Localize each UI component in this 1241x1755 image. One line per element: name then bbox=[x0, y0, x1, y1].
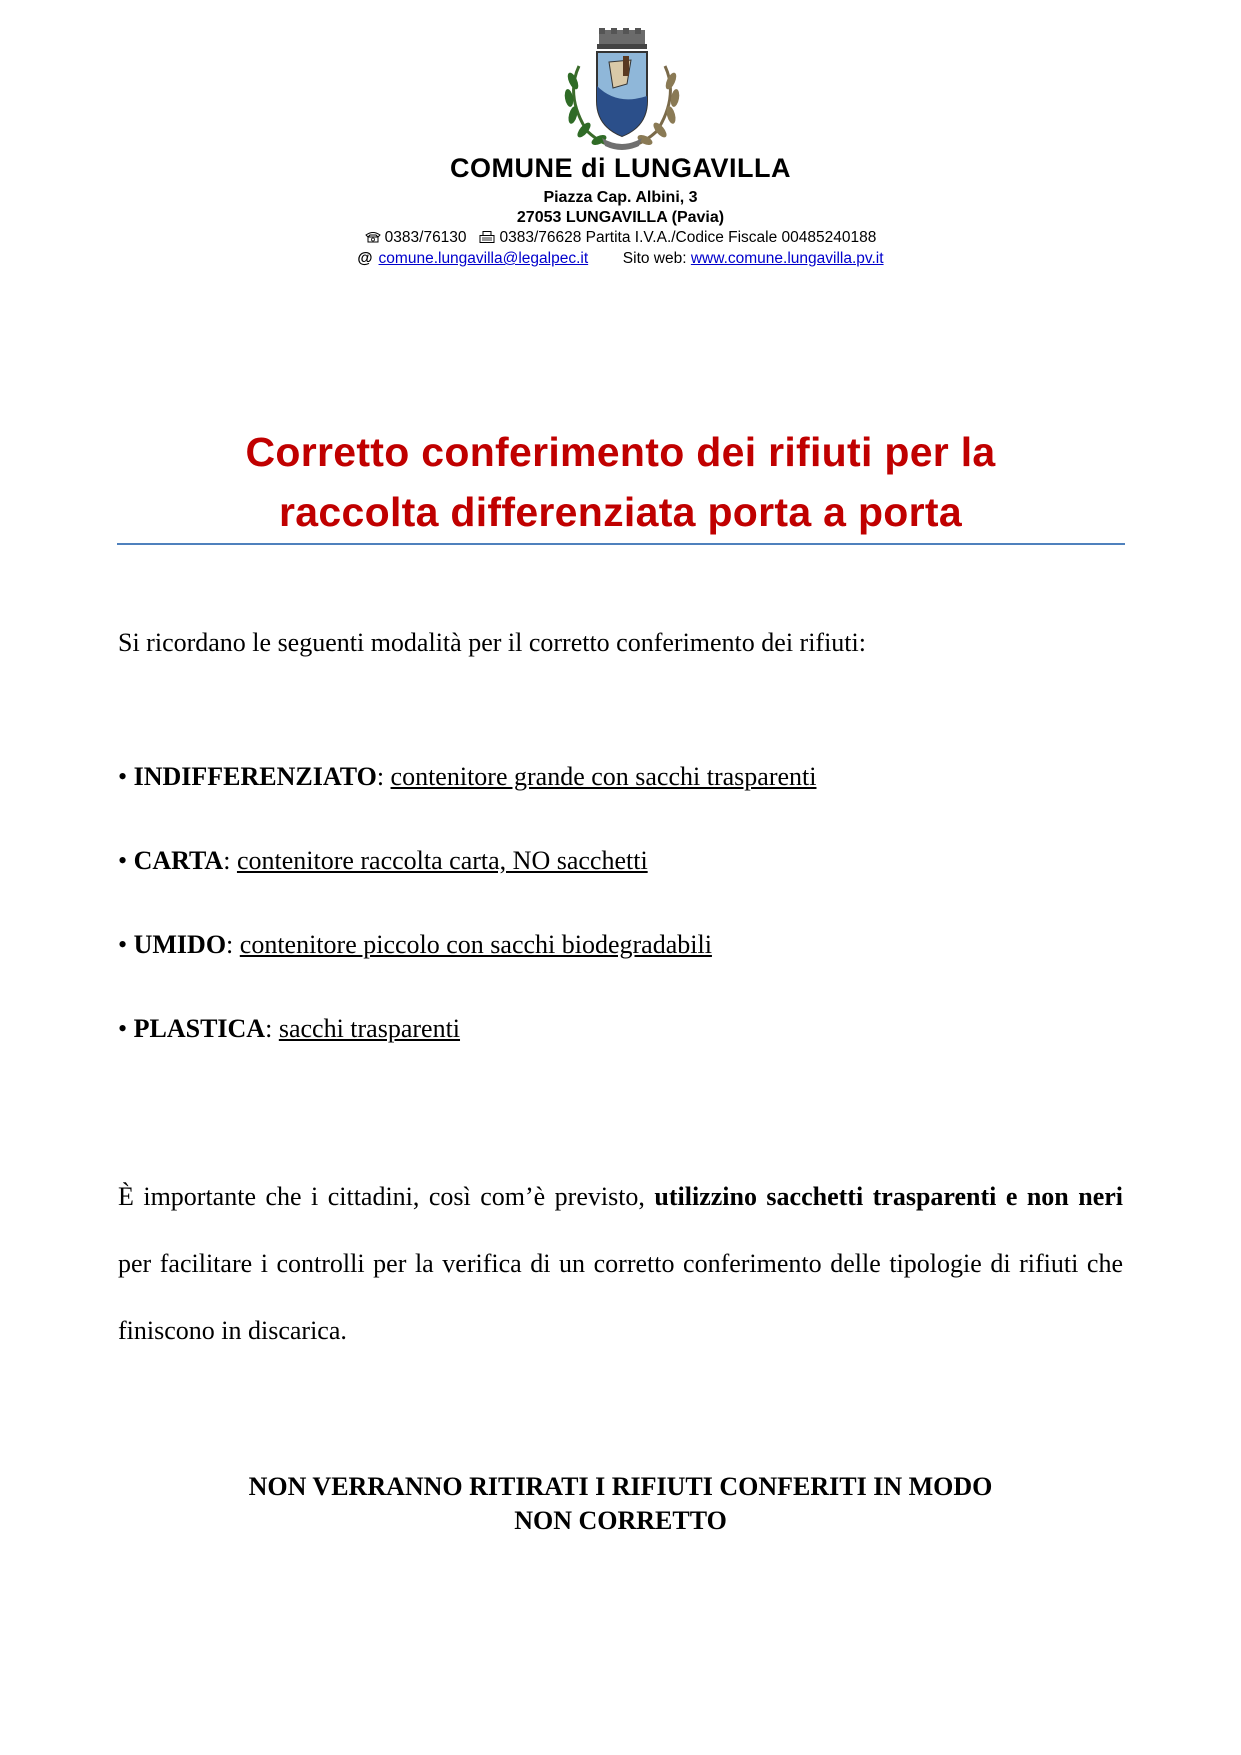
item-separator: : bbox=[223, 846, 231, 875]
item-label: UMIDO bbox=[133, 930, 227, 959]
email-link[interactable]: comune.lungavilla@legalpec.it bbox=[378, 250, 589, 267]
list-item bbox=[118, 930, 712, 960]
website-link[interactable]: www.comune.lungavilla.pv.it bbox=[690, 250, 884, 267]
body-paragraph bbox=[118, 1163, 1123, 1364]
paragraph-emphasis: utilizzino sacchetti trasparenti e non neri bbox=[654, 1182, 1124, 1211]
item-label: PLASTICA bbox=[133, 1014, 266, 1043]
warning-line-1: NON VERRANNO RITIRATI I RIFIUTI CONFERITI IN MODO bbox=[248, 1472, 993, 1501]
paragraph-text-1: È importante che i cittadini, così com’è previsto, bbox=[118, 1182, 655, 1211]
bullet: • bbox=[118, 846, 128, 875]
item-separator: : bbox=[376, 762, 385, 791]
bullet: • bbox=[118, 762, 128, 791]
fax-icon bbox=[479, 231, 495, 243]
item-separator: : bbox=[265, 1014, 273, 1043]
web-contacts bbox=[0, 250, 1241, 268]
phone-icon bbox=[365, 231, 381, 243]
contact-line bbox=[0, 229, 1241, 247]
item-description: contenitore piccolo con sacchi biodegradabili bbox=[239, 930, 712, 959]
fax-number: 0383/76628 bbox=[499, 229, 582, 246]
document-title bbox=[0, 422, 1241, 542]
title-divider bbox=[117, 543, 1125, 545]
item-description: contenitore raccolta carta, NO sacchetti bbox=[236, 846, 648, 875]
paragraph-text-2: per facilitare i controlli per la verifica di un corretto conferimento delle tipologie di rifiuti che finiscono in discarica. bbox=[118, 1249, 1123, 1345]
list-item bbox=[118, 846, 648, 876]
website-label: Sito web: bbox=[622, 250, 687, 267]
municipality-name: COMUNE di LUNGAVILLA bbox=[450, 153, 791, 183]
intro-text: Si ricordano le seguenti modalità per il corretto conferimento dei rifiuti: bbox=[118, 628, 866, 657]
address-street: Piazza Cap. Albini, 3 bbox=[543, 189, 698, 206]
email-symbol: @ bbox=[357, 250, 373, 267]
item-label: INDIFFERENZIATO bbox=[133, 762, 377, 791]
coat-of-arms-icon bbox=[557, 26, 687, 154]
bullet: • bbox=[118, 1014, 128, 1043]
warning-notice bbox=[0, 1470, 1241, 1538]
vat-code: Partita I.V.A./Codice Fiscale 00485240188 bbox=[585, 229, 877, 246]
item-description: sacchi trasparenti bbox=[278, 1014, 461, 1043]
title-line-1: Corretto conferimento dei rifiuti per la bbox=[245, 429, 996, 475]
item-description: contenitore grande con sacchi trasparenti bbox=[390, 762, 817, 791]
phone-number: 0383/76130 bbox=[384, 229, 467, 246]
item-label: CARTA bbox=[133, 846, 224, 875]
bullet: • bbox=[118, 930, 128, 959]
warning-line-2: NON CORRETTO bbox=[514, 1506, 727, 1535]
item-separator: : bbox=[226, 930, 234, 959]
address-city: 27053 LUNGAVILLA (Pavia) bbox=[516, 209, 725, 226]
list-item bbox=[118, 1014, 460, 1044]
list-item bbox=[118, 762, 816, 792]
title-line-2: raccolta differenziata porta a porta bbox=[279, 489, 962, 535]
